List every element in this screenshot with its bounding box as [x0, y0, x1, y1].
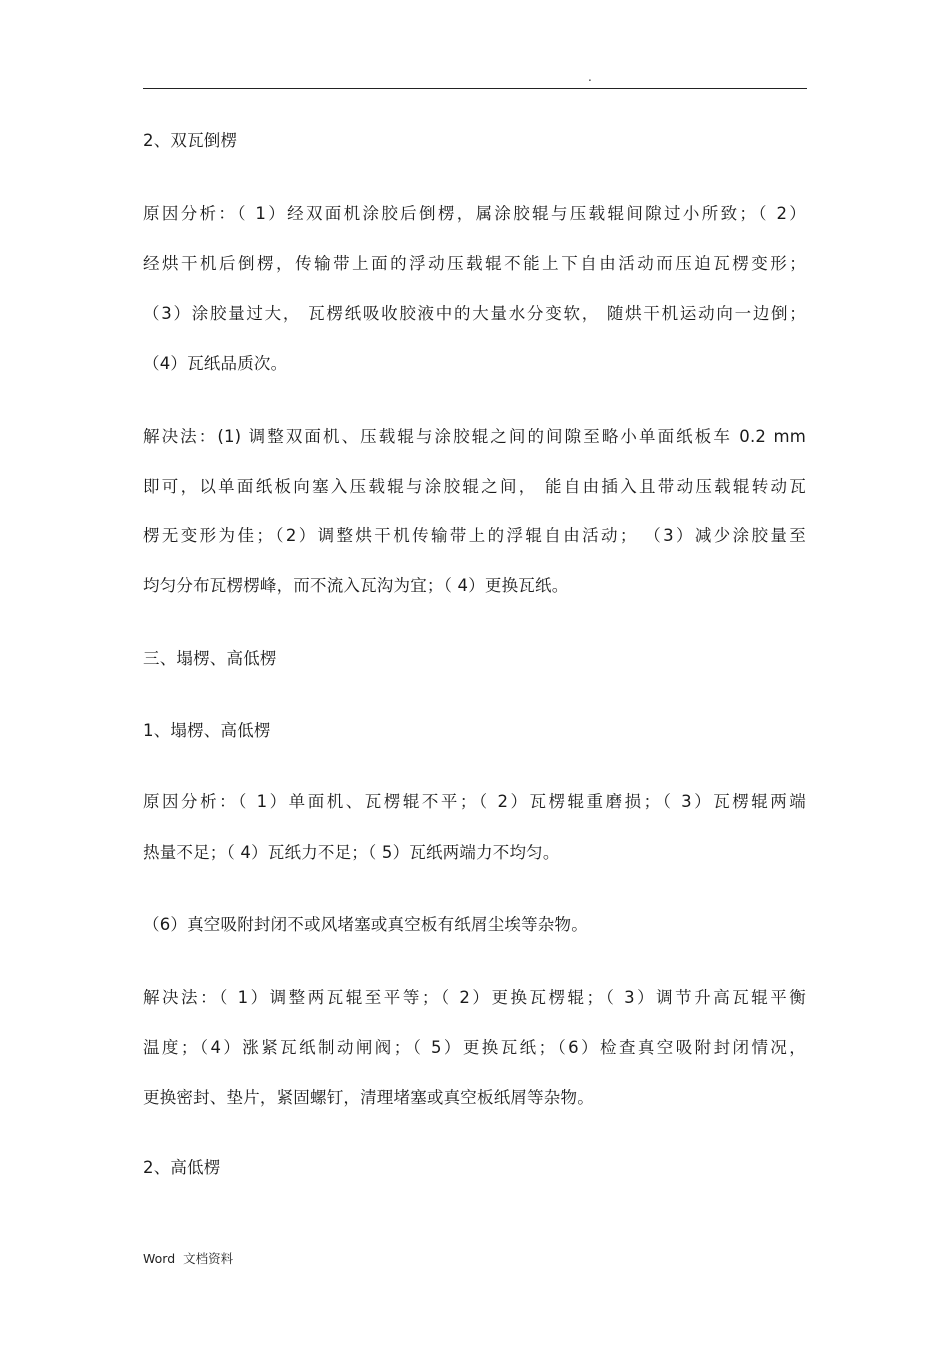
cause-paragraph-line: （3）涂胶量过大， 瓦楞纸吸收胶液中的大量水分变软， 随烘干机运动向一边倒； [143, 304, 806, 323]
cause-paragraph-line: 原因分析：（ 1）单面机、瓦楞辊不平；（ 2）瓦楞辊重磨损；（ 3）瓦楞辊两端 [143, 792, 806, 811]
solution-paragraph-line: 解决法：（ 1）调整两瓦辊至平等；（ 2）更换瓦楞辊；（ 3）调节升高瓦辊平衡 [143, 988, 806, 1007]
solution-paragraph-line: 更换密封、垫片，紧固螺钉，清理堵塞或真空板纸屑等杂物。 [143, 1088, 594, 1107]
footer-label: Word 文档资料 [143, 1251, 234, 1266]
solution-paragraph-line: 解决法：(1) 调整双面机、压载辊与涂胶辊之间的间隙至略小单面纸板车 0.2 mm [143, 427, 806, 446]
section-heading-collapse: 三、塌楞、高低楞 [143, 649, 277, 668]
solution-paragraph-line: 即可，以单面纸板向塞入压载辊与涂胶辊之间， 能自由插入且带动压载辊转动瓦 [143, 477, 806, 496]
cause-paragraph-line: （4）瓦纸品质次。 [143, 354, 288, 373]
heading-uneven-flute: 2、高低楞 [143, 1158, 221, 1177]
cause-paragraph-line: 经烘干机后倒楞，传输带上面的浮动压载辊不能上下自由活动而压迫瓦楞变形； [143, 254, 806, 273]
header-rule [143, 88, 807, 89]
solution-paragraph-line: 均匀分布瓦楞楞峰，而不流入瓦沟为宜；（ 4）更换瓦纸。 [143, 576, 569, 595]
heading-double-wall-collapse: 2、双瓦倒楞 [143, 131, 238, 150]
cause-paragraph-line: （6）真空吸附封闭不或风堵塞或真空板有纸屑尘埃等杂物。 [143, 915, 588, 934]
header-dot: . [588, 70, 592, 84]
cause-paragraph-line: 原因分析：（ 1）经双面机涂胶后倒楞，属涂胶辊与压载辊间隙过小所致；（ 2） [143, 204, 806, 223]
solution-paragraph-line: 温度；（4）涨紧瓦纸制动闸阀；（ 5）更换瓦纸；（6）检查真空吸附封闭情况， [143, 1038, 806, 1057]
cause-paragraph-line: 热量不足；（ 4）瓦纸力不足；（ 5）瓦纸两端力不均匀。 [143, 843, 560, 862]
heading-collapse-uneven: 1、塌楞、高低楞 [143, 721, 271, 740]
solution-paragraph-line: 楞无变形为佳；（2）调整烘干机传输带上的浮辊自由活动； （3）减少涂胶量至 [143, 526, 806, 545]
